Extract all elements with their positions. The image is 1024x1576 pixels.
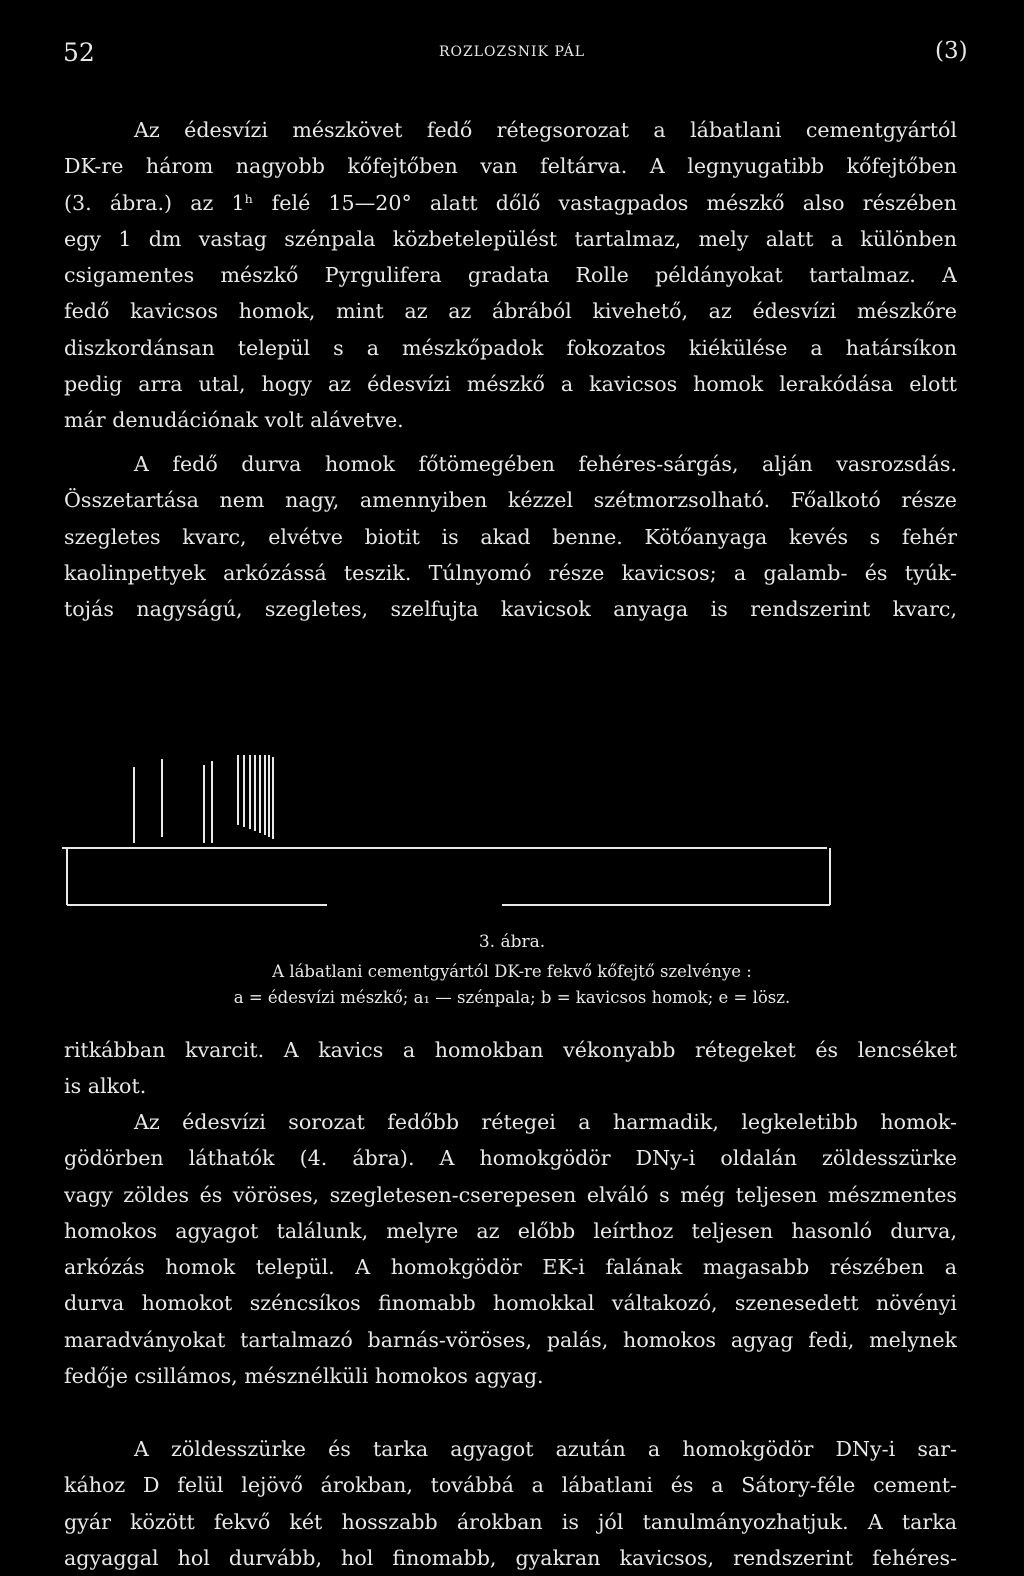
plate-mark: (3) xyxy=(935,38,968,64)
text-line: kához D felül lejövő árokban, továbbá a lábatlani és a Sátory-féle cement- xyxy=(64,1473,957,1498)
paragraph-5 xyxy=(64,1431,957,1576)
text-line: (3. ábra.) az 1ʰ felé 15—20° alatt dőlő vastagpados mészkő also részében xyxy=(64,190,957,215)
text-line: A zöldesszürke és tarka agyagot azután a homokgödör DNy-i sar- xyxy=(134,1437,957,1461)
text-line: Összetartása nem nagy, amennyiben kézzel szétmorzsolható. Főalkotó része xyxy=(64,488,957,513)
text-line: ritkábban kvarcit. A kavics a homokban vékonyabb rétegeket és lencséket xyxy=(64,1038,957,1062)
section-figure xyxy=(62,755,852,925)
text-line: kaolinpettyek arkózássá teszik. Túlnyomó része kavicsos; a galamb- és tyúk- xyxy=(64,560,957,585)
text-line: Az édesvízi sorozat fedőbb rétegei a harmadik, legkeletibb homok- xyxy=(134,1110,957,1134)
section-drawing xyxy=(62,755,852,925)
text-line: gyár között fekvő két hosszabb árokban is jól tanulmányozhatjuk. A tarka xyxy=(64,1509,957,1534)
text-line: pedig arra utal, hogy az édesvízi mészkő a kavicsos homok lerakódása elott xyxy=(64,372,957,397)
figure-title: A lábatlani cementgyártól DK-re fekvő kőfejtő szelvénye : xyxy=(272,962,752,981)
text-line: is alkot. xyxy=(64,1074,147,1099)
text-line: homokos agyagot találunk, melyre az előbb leírthoz teljesen hasonló durva, xyxy=(64,1218,957,1243)
figure-legend: a = édesvízi mészkő; a₁ — szénpala; b = kavicsos homok; e = lösz. xyxy=(233,988,791,1007)
running-head: ROZLOZSNIK PÁL xyxy=(438,44,586,60)
page-header xyxy=(0,38,1024,74)
text-line: maradványokat tartalmazó barnás-vöröses, palás, homokos agyag fedi, melynek xyxy=(64,1327,957,1352)
text-line: már denudációnak volt alávetve. xyxy=(64,408,404,433)
text-line: fedő kavicsos homok, mint az az ábrából kivehető, az édesvízi mészkőre xyxy=(64,299,957,324)
text-line: durva homokot széncsíkos finomabb homokkal váltakozó, szenesedett növényi xyxy=(64,1291,957,1316)
text-line: vagy zöldes és vöröses, szegletesen-cserepesen elváló s még teljesen mészmentes xyxy=(64,1182,957,1207)
text-line: DK-re három nagyobb kőfejtőben van feltárva. A legnyugatibb kőfejtőben xyxy=(64,154,957,179)
text-line: agyaggal hol durvább, hol finomabb, gyakran kavicsos, rendszerint fehéres- xyxy=(64,1545,957,1570)
text-line: A fedő durva homok főtömegében fehéres-sárgás, alján vasrozsdás. xyxy=(134,452,957,476)
text-line: gödörben láthatók (4. ábra). A homokgödör DNy-i oldalán zöldesszürke xyxy=(64,1146,957,1171)
text-line: csigamentes mészkő Pyrgulifera gradata Rolle példányokat tartalmaz. A xyxy=(64,263,957,288)
text-line: tojás nagyságú, szegletes, szelfujta kavicsok anyaga is rendszerint kvarc, xyxy=(64,597,957,622)
text-line: arkózás homok települ. A homokgödör EK-i falának magasabb részében a xyxy=(64,1255,957,1280)
text-line: szegletes kvarc, elvétve biotit is akad benne. Kötőanyaga kevés s fehér xyxy=(64,524,957,549)
paragraph-3 xyxy=(64,1032,957,1105)
figure-number: 3. ábra. xyxy=(478,932,546,952)
text-line: Az édesvízi mészkövet fedő rétegsorozat a lábatlani cementgyártól xyxy=(134,118,957,142)
page-number: 52 xyxy=(63,38,95,67)
text-line: diszkordánsan települ s a mészkőpadok fokozatos kiékülése a határsíkon xyxy=(64,335,957,360)
paragraph-4 xyxy=(64,1104,957,1394)
paragraph-2 xyxy=(64,446,957,627)
text-line: fedője csillámos, mésznélküli homokos agyag. xyxy=(64,1364,544,1389)
paragraph-1 xyxy=(64,112,957,439)
text-line: egy 1 dm vastag szénpala közbetelepülést tartalmaz, mely alatt a különben xyxy=(64,226,957,251)
